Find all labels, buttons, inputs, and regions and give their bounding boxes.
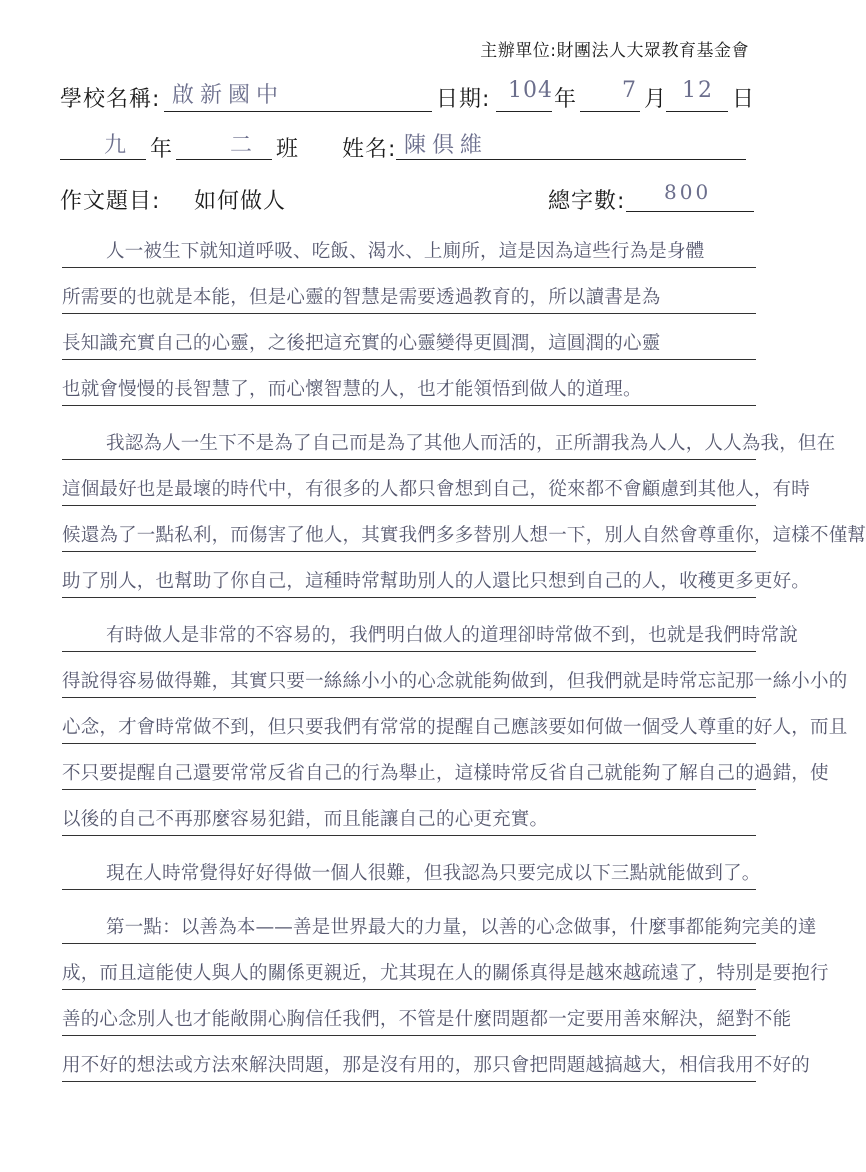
essay-line-text: 所需要的也就是本能，但是心靈的智慧是需要透過教育的，所以讀書是為 xyxy=(62,287,661,308)
class-unit: 班 xyxy=(276,137,300,162)
grade-value: 九 xyxy=(104,133,133,158)
essay-line xyxy=(62,1036,811,1082)
essay-line-text: 用不好的想法或方法來解決問題，那是沒有用的，那只會把問題越搞越大，相信我用不好的 xyxy=(62,1055,811,1076)
month-unit: 月 xyxy=(644,87,668,112)
essay-line-text: 這個最好也是最壞的時代中，有很多的人都只會想到自己，從來都不會顧慮到其他人，有時 xyxy=(62,479,811,500)
essay-line-text: 以後的自己不再那麼容易犯錯，而且能讓自己的心更充實。 xyxy=(62,809,549,830)
essay-line-text: 人一被生下就知道呼吸、吃飯、渴水、上廁所，這是因為這些行為是身體 xyxy=(106,241,705,262)
school-name-value: 啟新國中 xyxy=(172,83,285,108)
wordcount-label: 總字數: xyxy=(548,189,626,214)
essay-line-text: 善的心念別人也才能敞開心胸信任我們，不管是什麼問題都一定要用善來解決，絕對不能 xyxy=(62,1009,792,1030)
organizer-label: 主辦單位:財團法人大眾教育基金會 xyxy=(480,41,749,61)
grade-class-name-row xyxy=(60,130,755,166)
essay-line-text: 不只要提醒自己還要常常反省自己的行為舉止，這樣時常反省自己就能夠了解自己的過錯，使 xyxy=(62,763,829,784)
month-value: 7 xyxy=(622,78,642,103)
wordcount-value: 800 xyxy=(664,180,712,204)
essay-line xyxy=(62,414,836,460)
essay-line xyxy=(62,460,811,506)
year-value: 104 xyxy=(508,78,553,103)
day-underline xyxy=(666,110,728,112)
essay-line-text: 有時做人是非常的不容易的，我們明白做人的道理卻時常做不到，也就是我們時常說 xyxy=(106,625,798,646)
year-unit: 年 xyxy=(554,87,578,112)
essay-line-text: 也就會慢慢的長智慧了，而心懷智慧的人，也才能領悟到做人的道理。 xyxy=(62,379,642,400)
essay-body xyxy=(62,222,866,1082)
essay-line xyxy=(62,552,811,598)
essay-line-text: 我認為人一生下不是為了自己而是為了其他人而活的，正所謂我為人人，人人為我，但在 xyxy=(106,433,836,454)
essay-line xyxy=(62,990,792,1036)
topic-value: 如何做人 xyxy=(194,189,287,214)
year-underline xyxy=(496,110,552,112)
school-label: 學校名稱: xyxy=(60,87,161,112)
student-name-value: 陳俱維 xyxy=(404,133,489,158)
essay-line-text: 成，而且這能使人與人的關係更親近，尤其現在人的關係真得是越來越疏遠了，特別是要抱行 xyxy=(62,963,829,984)
date-label: 日期: xyxy=(436,87,491,112)
school-date-row xyxy=(60,80,755,116)
wordcount-underline xyxy=(626,210,754,212)
essay-line xyxy=(62,698,848,744)
essay-line-text: 心念，才會時常做不到，但只要我們有常常的提醒自己應該要如何做一個受人尊重的好人，而且 xyxy=(62,717,848,738)
essay-line-text: 候還為了一點私利，而傷害了他人，其實我們多多替別人想一下，別人自然會尊重你，這樣不僅幫 xyxy=(62,525,866,546)
essay-line xyxy=(62,314,756,360)
essay-line xyxy=(62,744,829,790)
essay-line xyxy=(62,506,866,552)
essay-line xyxy=(62,222,756,268)
day-unit: 日 xyxy=(732,87,756,112)
essay-line xyxy=(62,844,761,890)
essay-line xyxy=(62,652,848,698)
essay-line-text: 得說得容易做得難，其實只要一絲絲小小的心念就能夠做到，但我們就是時常忘記那一絲小小的 xyxy=(62,671,848,692)
essay-line-text: 現在人時常覺得好好得做一個人很難，但我認為只要完成以下三點就能做到了。 xyxy=(106,863,761,884)
essay-line xyxy=(62,360,756,406)
grade-underline xyxy=(60,158,146,160)
grade-unit: 年 xyxy=(150,137,174,162)
class-value: 二 xyxy=(230,133,259,158)
essay-line xyxy=(62,944,829,990)
topic-label: 作文題目: xyxy=(60,189,161,214)
topic-row xyxy=(60,182,755,218)
essay-line-text: 第一點：以善為本——善是世界最大的力量，以善的心念做事，什麼事都能夠完美的達 xyxy=(106,917,817,938)
essay-line xyxy=(62,790,756,836)
day-value: 12 xyxy=(682,78,714,103)
essay-line-text: 長知識充實自己的心靈，之後把這充實的心靈變得更圓潤，這圓潤的心靈 xyxy=(62,333,661,354)
essay-line-text: 助了別人，也幫助了你自己，這種時常幫助別人的人還比只想到自己的人，收穫更多更好。 xyxy=(62,571,811,592)
school-underline xyxy=(164,110,432,112)
essay-line xyxy=(62,606,798,652)
essay-line xyxy=(62,898,817,944)
name-underline xyxy=(396,158,746,160)
class-underline xyxy=(176,158,272,160)
month-underline xyxy=(580,110,640,112)
essay-line xyxy=(62,268,756,314)
name-label: 姓名: xyxy=(342,137,397,162)
